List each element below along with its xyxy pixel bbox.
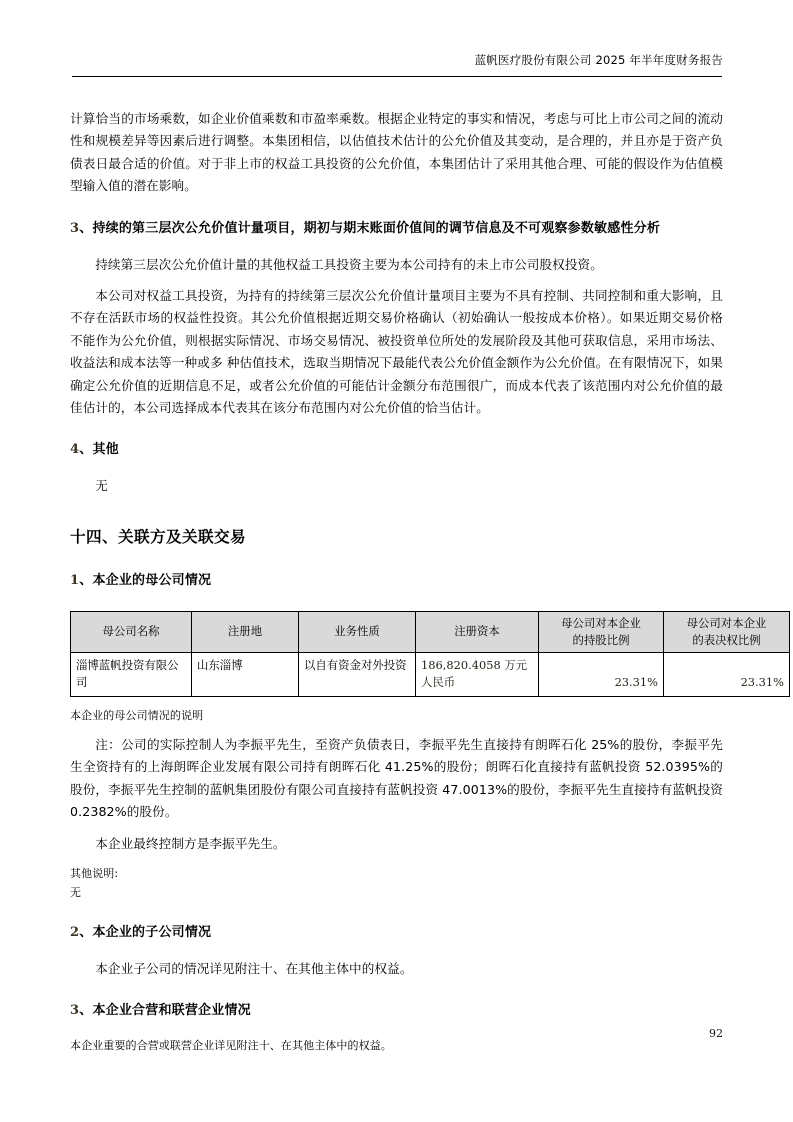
running-header: 蓝帆医疗股份有限公司 2025 年半年度财务报告: [474, 53, 723, 67]
heading-number: 3: [70, 220, 80, 236]
heading-number: 4: [70, 442, 80, 458]
column-header-shareholding-ratio: 母公司对本企业 的持股比例: [539, 611, 664, 652]
spacer: [70, 550, 723, 570]
header-divider: [72, 76, 722, 77]
paragraph-valuation-technique: 计算恰当的市场乘数，如企业价值乘数和市盈率乘数。根据企业特定的事实和情况，考虑与可比上市公司之间的流动性和规模差异等因素后进行调整。本集团相信，以估值技术估计的公允价值及其变动，是合理的，并且亦是于资产负债表日最合适的价值。对于非上市的权益工具投资的公允价值，本集团估计了采用其他合理、可能的假设作为估值模型输入值的潜在影响。: [70, 111, 723, 194]
spacer: [70, 419, 723, 439]
heading-other: [70, 439, 723, 460]
heading-number: 3: [70, 1003, 80, 1019]
column-header-company-name: 母公司名称: [71, 611, 192, 652]
parent-company-table: [70, 611, 790, 697]
spacer: [70, 239, 723, 254]
heading-text: 其他: [92, 442, 119, 458]
heading-separator: 、: [79, 1003, 93, 1019]
paragraph-joint-ventures-reference: 本企业重要的合营或联营企业详见附注十、在其他主体中的权益。: [70, 1039, 392, 1053]
heading-separator: 、: [79, 572, 93, 588]
paragraph-other-none: 无: [95, 478, 108, 494]
table-body: [71, 652, 790, 696]
cell-registration-place: 山东淄博: [192, 652, 299, 696]
spacer: [70, 943, 723, 958]
spacer: [70, 198, 723, 218]
spacer: [70, 824, 723, 833]
cell-company-name: 淄博蓝帆投资有限公司: [71, 652, 192, 696]
spacer: [70, 591, 723, 611]
heading-text: 本企业的母公司情况: [92, 572, 212, 588]
heading-text: 持续的第三层次公允价值计量项目，期初与期末账面价值间的调节信息及不可观察参数敏感性分析: [92, 220, 661, 236]
value-other-notes: 无: [70, 885, 82, 899]
table-header-row: [71, 611, 790, 652]
heading-separator: 、: [79, 220, 93, 236]
page-content: [70, 108, 784, 1055]
label-other-notes: 其他说明:: [70, 866, 119, 880]
table-row: [71, 652, 790, 696]
paragraph-level3-detail: 本公司对权益工具投资，为持有的持续第三层次公允价值计量项目主要为不具有控制、共同控制和重大影响，且不存在活跃市场的权益性投资。其公允价值根据近期交易价格确认（初始确认一般按成本价格）。如果近期交易价格不能作为公允价值，则根据实际情况、市场交易情况、被投资单位所处的发展阶段及其他可获取信息，采用市场法、收益法和成本法等一种或多 种估值技术，选取当期情况下最能代表公允价值金额作为公允价值。在有限情况下，如果确定公允价值的近期信息不足，或者公允价值的可能估计金额分布范围很广，而成本代表了该范围内对公允价值的最佳估计的，本公司选择成本代表其在该分布范围内对公允价值的恰当估计。: [70, 288, 723, 416]
heading-text: 本企业合营和联营企业情况: [92, 1003, 251, 1019]
page-number: 92: [709, 1027, 723, 1040]
heading-separator: 、: [79, 924, 93, 940]
heading-level3-fair-value: [70, 218, 723, 239]
heading-text: 本企业的子公司情况: [92, 924, 212, 940]
spacer: [70, 725, 723, 734]
column-header-registered-capital: 注册资本: [416, 611, 539, 652]
heading-section-related-parties: 十四、关联方及关联交易: [70, 527, 246, 546]
heading-subsidiaries: [70, 922, 723, 943]
column-header-business-nature: 业务性质: [299, 611, 416, 652]
spacer: [70, 460, 723, 475]
paragraph-level3-intro: 持续第三层次公允价值计量的其他权益工具投资主要为本公司持有的未上市公司股权投资。: [95, 256, 603, 272]
paragraph-ultimate-controller: 本企业最终控制方是李振平先生。: [95, 835, 286, 851]
heading-number: 1: [70, 572, 80, 588]
spacer: [70, 498, 723, 524]
cell-voting-ratio: 23.31%: [664, 652, 790, 696]
spacer: [70, 1021, 723, 1036]
column-header-voting-ratio: 母公司对本企业 的表决权比例: [664, 611, 790, 652]
spacer: [70, 276, 723, 285]
heading-separator: 、: [79, 442, 93, 458]
spacer: [70, 980, 723, 1000]
paragraph-actual-controller-note: 注：公司的实际控制人为李振平先生，至资产负债表日，李振平先生直接持有朗晖石化 25%的股份，李振平先生全资持有的上海朗晖企业发展有限公司持有朗晖石化 41.25%的股份；朗晖石化直接持有蓝帆投资 52.0395%的股份，李振平先生控制的蓝帆集团股份有限公司直接持有蓝帆投资 47.0013%的股份，李振平先生直接持有蓝帆投资 0.2382%的股份。: [70, 736, 723, 820]
spacer: [70, 855, 723, 864]
cell-registered-capital: 186,820.4058 万元人民币: [416, 652, 539, 696]
spacer: [70, 697, 723, 706]
column-header-registration-place: 注册地: [192, 611, 299, 652]
heading-number: 2: [70, 924, 80, 940]
table-caption-parent-company: 本企业的母公司情况的说明: [70, 708, 204, 722]
table-header: [71, 611, 790, 652]
cell-shareholding-ratio: 23.31%: [539, 652, 664, 696]
heading-joint-ventures: [70, 1000, 723, 1021]
heading-parent-company: [70, 570, 723, 591]
spacer: [70, 902, 723, 922]
paragraph-subsidiaries-reference: 本企业子公司的情况详见附注十、在其他主体中的权益。: [95, 960, 413, 976]
cell-business-nature: 以自有资金对外投资: [299, 652, 416, 696]
